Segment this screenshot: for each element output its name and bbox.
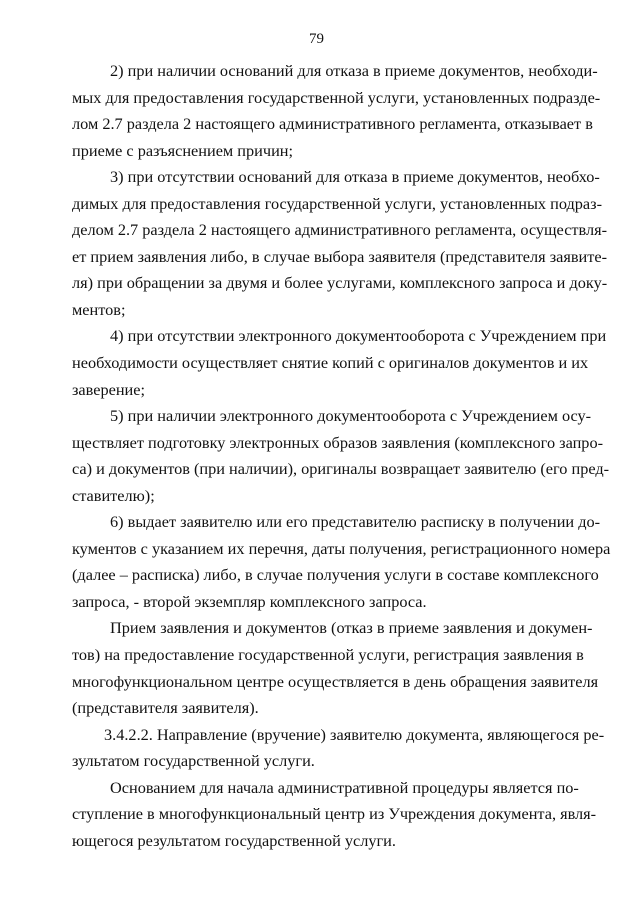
text-line: 3) при отсутствии оснований для отказа в приеме документов, необхо-: [110, 167, 600, 187]
text-line: (далее – расписка) либо, в случае получения услуги в составе комплексного: [72, 565, 599, 585]
text-line: ставителю);: [72, 485, 155, 505]
text-line: Основанием для начала административной процедуры является по-: [110, 777, 579, 797]
document-body: [72, 58, 611, 854]
text-line: 4) при отсутствии электронного документооборота с Учреждением при: [110, 326, 607, 346]
text-line: ществляет подготовку электронных образов заявления (комплексного запро-: [72, 432, 604, 452]
page-number: 79: [309, 31, 324, 47]
text-line: ющегося результатом государственной услуги.: [72, 830, 396, 850]
text-line: (представителя заявителя).: [72, 698, 259, 718]
text-line: Прием заявления и документов (отказ в приеме заявления и докумен-: [110, 618, 593, 638]
text-line: зультатом государственной услуги.: [72, 751, 315, 771]
text-line: приеме с разъяснением причин;: [72, 140, 294, 160]
text-line: заверение;: [72, 379, 146, 399]
text-line: многофункциональном центре осуществляется в день обращения заявителя: [72, 671, 599, 691]
text-line: мых для предоставления государственной услуги, установленных подразде-: [72, 87, 601, 107]
text-line: кументов с указанием их перечня, даты получения, регистрационного номера: [72, 538, 611, 558]
text-line: ет прием заявления либо, в случае выбора заявителя (представителя заявите-: [72, 246, 608, 266]
text-line: 2) при наличии оснований для отказа в приеме документов, необходи-: [110, 61, 598, 80]
text-line: са) и документов (при наличии), оригиналы возвращает заявителю (его пред-: [72, 459, 610, 479]
text-line: необходимости осуществляет снятие копий с оригиналов документов и их: [72, 353, 589, 373]
text-line: димых для предоставления государственной услуги, установленных подраз-: [72, 193, 603, 213]
text-line: 3.4.2.2. Направление (вручение) заявителю документа, являющегося ре-: [104, 724, 605, 744]
text-line: 6) выдает заявителю или его представителю расписку в получении до-: [110, 512, 601, 532]
text-line: ступление в многофункциональный центр из Учреждения документа, явля-: [72, 804, 597, 824]
text-line: ментов;: [72, 299, 126, 319]
text-line: ля) при обращении за двумя и более услугами, комплексного запроса и доку-: [72, 273, 608, 293]
text-line: 5) при наличии электронного документооборота с Учреждением осу-: [110, 406, 592, 426]
text-line: тов) на предоставление государственной услуги, регистрация заявления в: [72, 645, 584, 665]
text-line: лом 2.7 раздела 2 настоящего административного регламента, отказывает в: [72, 114, 593, 134]
text-line: делом 2.7 раздела 2 настоящего административного регламента, осуществля-: [72, 220, 608, 240]
text-line: запроса, - второй экземпляр комплексного запроса.: [72, 591, 427, 611]
